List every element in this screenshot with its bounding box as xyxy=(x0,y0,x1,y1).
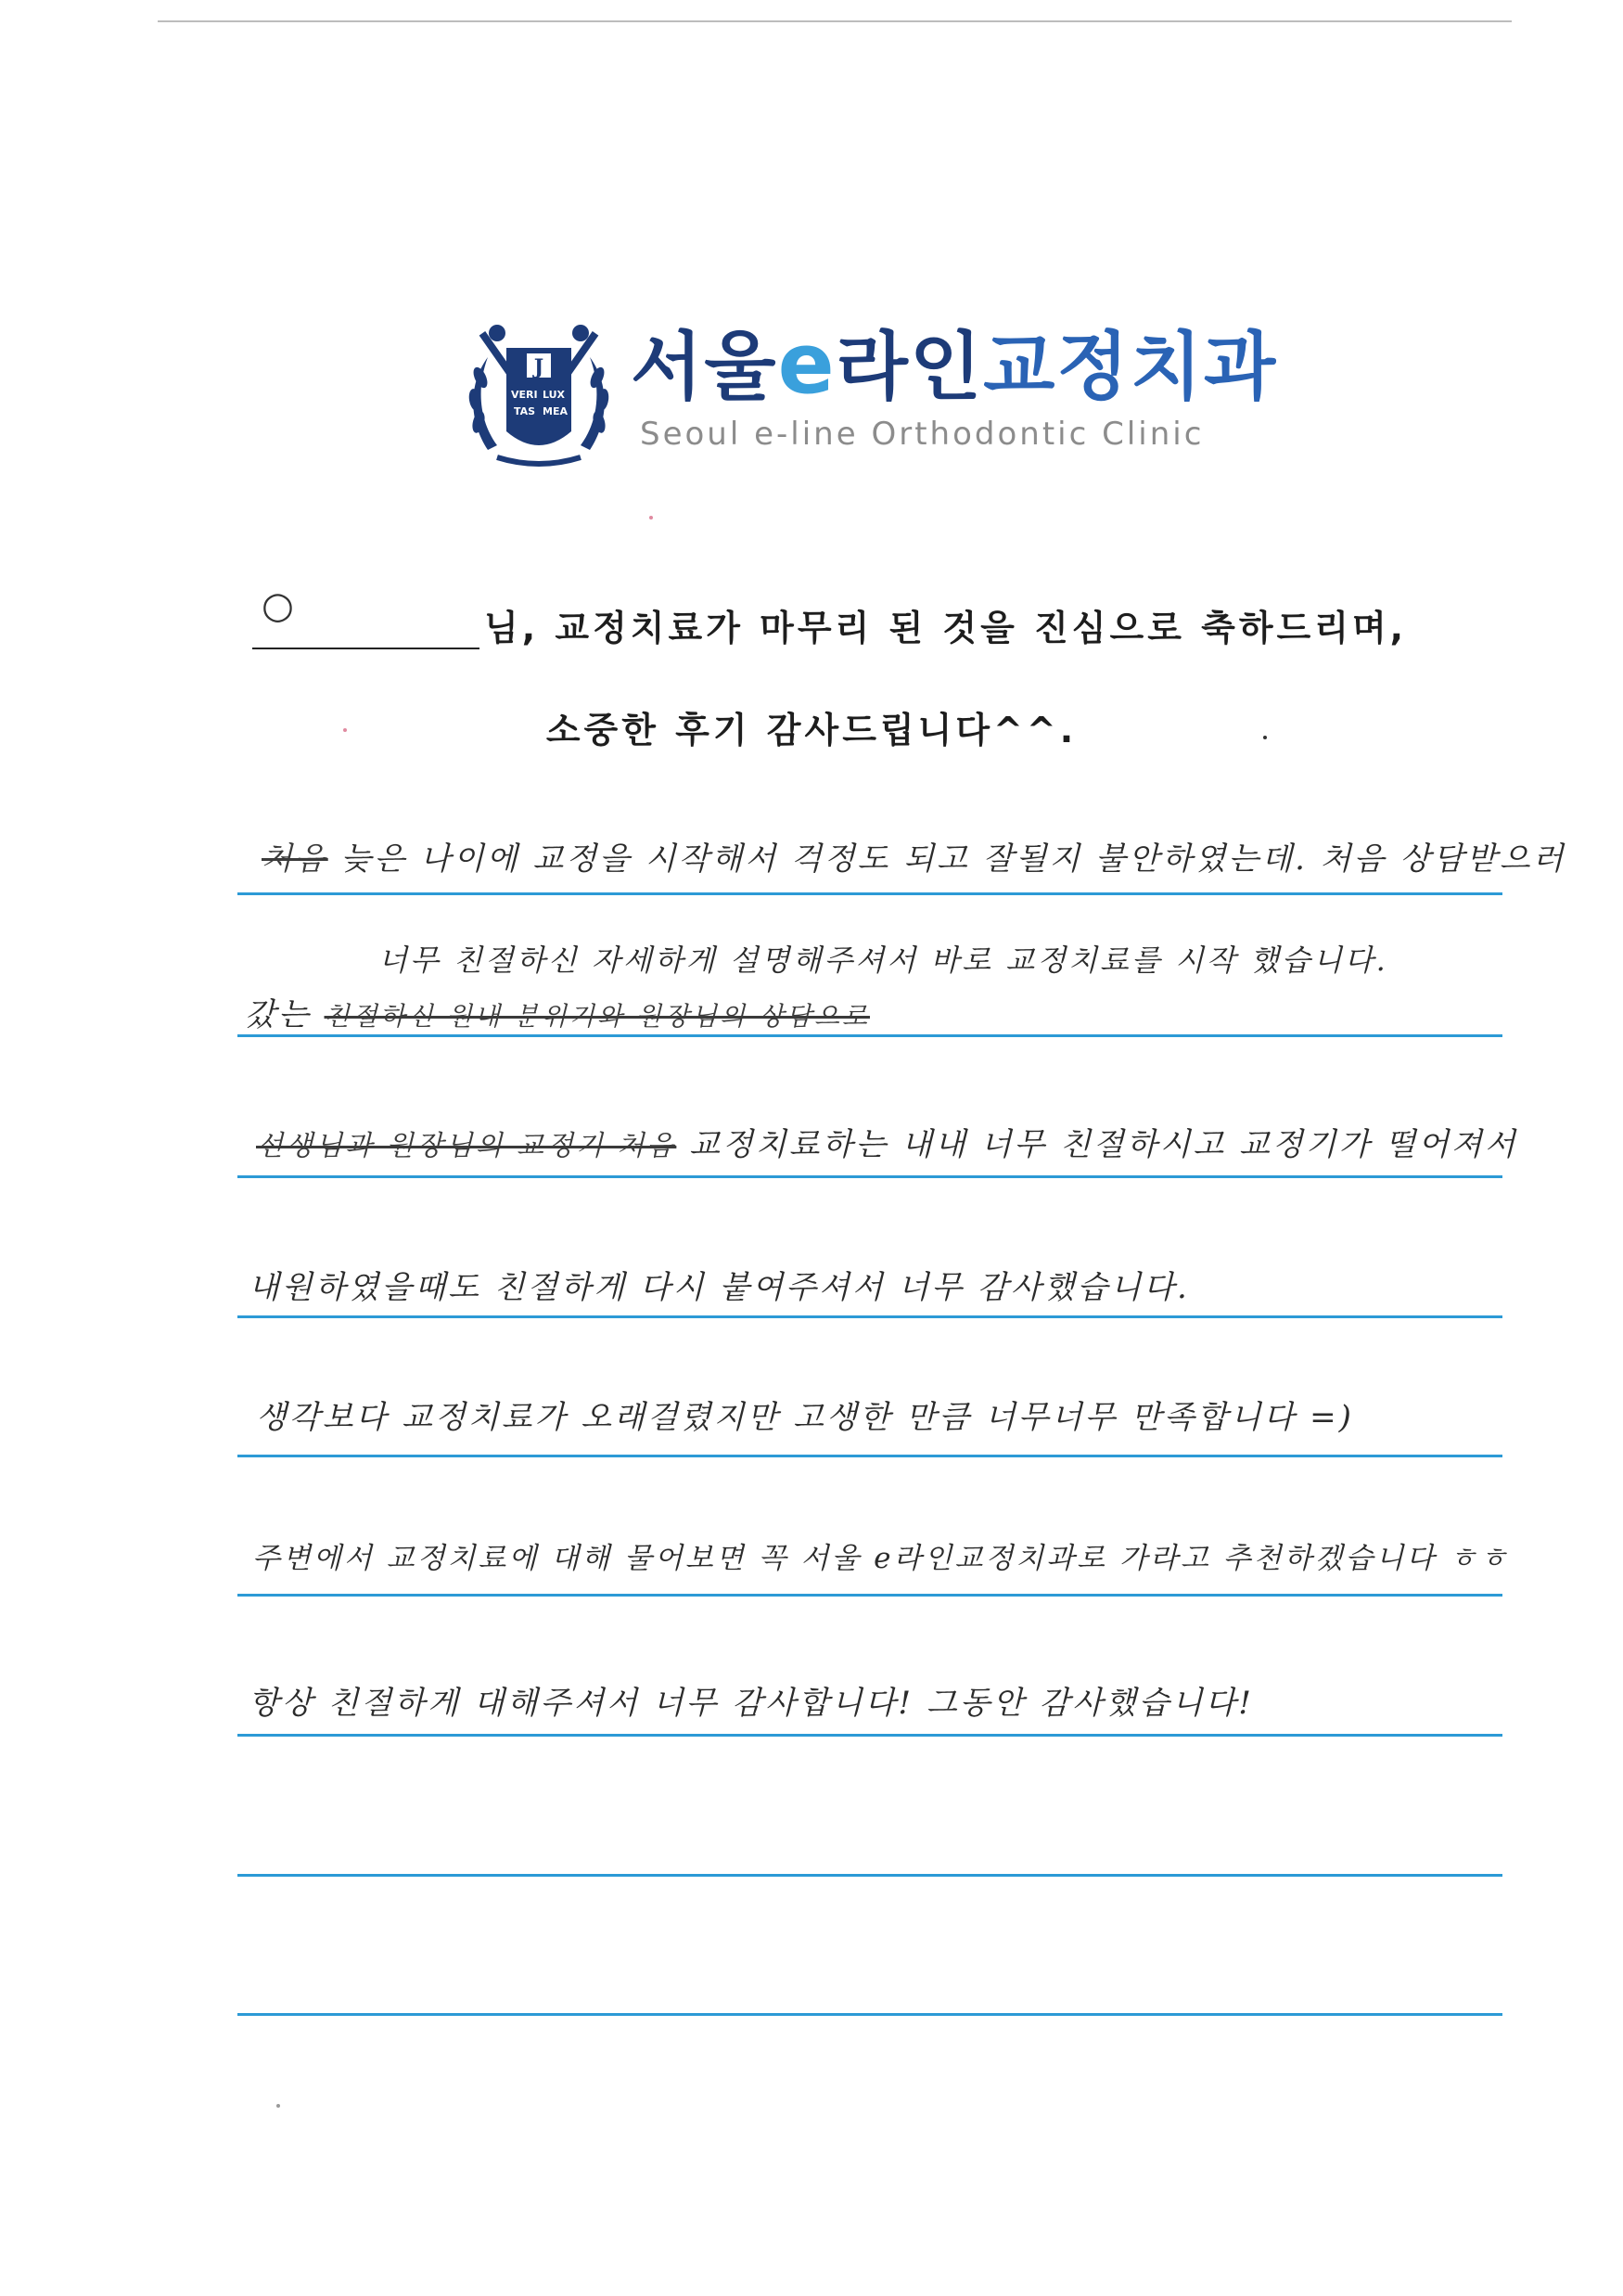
review-line-1-crossed-out: 처음 xyxy=(262,840,328,878)
review-line-3 xyxy=(256,1119,1518,1164)
scan-speck xyxy=(649,516,653,519)
review-line-6: 주변에서 교정치료에 대해 물어보면 꼭 서울 e라인교정치과로 가라고 추천하겠습니다 ㅎㅎ xyxy=(252,1542,1511,1575)
review-line-2-insert: 너무 친절하신 자세하게 설명해주셔서 바로 교정치료를 시작 했습니다. xyxy=(378,943,1388,978)
scan-speck xyxy=(1263,736,1267,739)
review-line-4: 내원하였을때도 친절하게 다시 붙여주셔서 너무 감사했습니다. xyxy=(249,1269,1190,1306)
seal-text: MEA xyxy=(543,405,568,417)
review-line-2 xyxy=(245,989,870,1034)
ruled-line xyxy=(237,1734,1502,1737)
scan-speck xyxy=(343,728,347,732)
review-line-1-text: 늦은 나이에 교정을 시작해서 걱정도 되고 잘될지 불안하였는데. 처음 상담받으러 xyxy=(340,840,1566,878)
ruled-line xyxy=(237,1594,1502,1597)
review-line-3-text: 교정치료하는 내내 너무 친절하시고 교정기가 떨어져서 xyxy=(689,1126,1518,1163)
patient-name-underline xyxy=(252,648,479,649)
review-line-7: 항상 친절하게 대해주셔서 너무 감사합니다! 그동안 감사했습니다! xyxy=(249,1685,1254,1722)
review-line-3-crossed-out: 선생님과 원장님의 교정기 처음 xyxy=(256,1130,677,1162)
ruled-line xyxy=(237,1455,1502,1457)
clinic-seal-logo xyxy=(460,320,618,468)
clinic-name-ortho: 교정치과 xyxy=(983,324,1278,410)
scan-speck xyxy=(276,2104,280,2108)
clinic-name-seoul: 서울 xyxy=(631,324,778,410)
review-line-5: 생각보다 교정치료가 오래걸렸지만 고생한 만큼 너무너무 만족합니다 =) xyxy=(256,1399,1354,1436)
clinic-name xyxy=(631,315,1278,413)
patient-name-mark: ○ xyxy=(262,584,294,627)
scan-top-edge xyxy=(158,20,1512,22)
ruled-line xyxy=(237,1175,1502,1178)
seal-text: LUX xyxy=(543,389,566,401)
ruled-line xyxy=(237,1034,1502,1037)
clinic-english-name: Seoul e-line Orthodontic Clinic xyxy=(640,416,1205,453)
review-line-2-prefix: 갔는 xyxy=(245,996,312,1033)
review-line-2-crossed-out: 친절하신 원내 분위기와 원장님의 상담으로 xyxy=(324,1001,870,1032)
ruled-line xyxy=(237,1315,1502,1318)
clinic-name-e: e xyxy=(777,315,837,413)
seal-text: TAS xyxy=(514,405,536,417)
svg-text:J: J xyxy=(533,355,544,379)
clinic-name-line: 라인 xyxy=(836,324,984,410)
review-line-1 xyxy=(262,833,1565,879)
greeting-line-1: 님, 교정치료가 마무리 된 것을 진심으로 축하드리며, xyxy=(484,608,1408,648)
seal-text: VERI xyxy=(511,389,538,401)
ruled-line xyxy=(237,1874,1502,1877)
ruled-line xyxy=(237,2013,1502,2016)
ruled-line xyxy=(237,892,1502,895)
greeting-line-2: 소중한 후기 감사드립니다^^. xyxy=(545,710,1078,750)
